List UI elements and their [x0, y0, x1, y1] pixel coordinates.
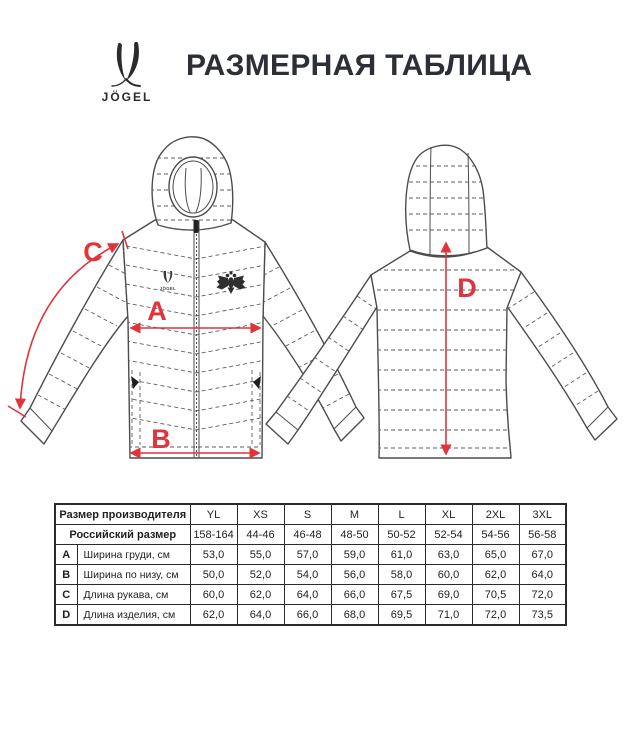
russian-size-cell: 50-52 [378, 525, 425, 545]
value-cell: 61,0 [378, 545, 425, 565]
value-cell: 62,0 [472, 565, 519, 585]
russian-size-cell: 44-46 [237, 525, 284, 545]
value-cell: 50,0 [190, 565, 237, 585]
value-cell: 62,0 [237, 585, 284, 605]
value-cell: 62,0 [190, 605, 237, 626]
size-cell: XS [237, 504, 284, 525]
size-cell: YL [190, 504, 237, 525]
manufacturer-size-label: Размер производителя [55, 504, 190, 525]
measure-label-b: B [151, 424, 171, 454]
brand-wordmark: JÖGEL [101, 90, 153, 104]
value-cell: 57,0 [284, 545, 331, 565]
back-jacket-illustration [266, 145, 617, 458]
measure-label-a: A [147, 296, 167, 326]
chest-brand-text: JÖGEL [159, 286, 177, 291]
measurement-row-a [55, 545, 566, 565]
value-cell: 60,0 [190, 585, 237, 605]
measure-letter: B [55, 565, 77, 585]
jacket-size-diagram [0, 130, 624, 475]
value-cell: 64,0 [284, 585, 331, 605]
value-cell: 59,0 [331, 545, 378, 565]
front-jacket-illustration [21, 137, 364, 458]
value-cell: 58,0 [378, 565, 425, 585]
size-cell: S [284, 504, 331, 525]
value-cell: 73,5 [519, 605, 566, 626]
russian-size-row [55, 525, 566, 545]
value-cell: 66,0 [284, 605, 331, 626]
value-cell: 72,0 [472, 605, 519, 626]
value-cell: 68,0 [331, 605, 378, 626]
value-cell: 66,0 [331, 585, 378, 605]
manufacturer-size-row [55, 504, 566, 525]
value-cell: 52,0 [237, 565, 284, 585]
measurement-row-d [55, 605, 566, 626]
value-cell: 67,0 [519, 545, 566, 565]
measure-label-c: C [83, 237, 103, 267]
size-cell: 3XL [519, 504, 566, 525]
measure-letter: C [55, 585, 77, 605]
value-cell: 69,5 [378, 605, 425, 626]
measure-name: Ширина по низу, см [77, 565, 190, 585]
russian-size-cell: 48-50 [331, 525, 378, 545]
value-cell: 71,0 [425, 605, 472, 626]
value-cell: 69,0 [425, 585, 472, 605]
brand-logo [94, 42, 160, 104]
russian-size-cell: 52-54 [425, 525, 472, 545]
russian-size-label: Российский размер [55, 525, 190, 545]
value-cell: 55,0 [237, 545, 284, 565]
page-header [0, 0, 624, 120]
value-cell: 70,5 [472, 585, 519, 605]
measure-name: Длина рукава, см [77, 585, 190, 605]
page-title: РАЗМЕРНАЯ ТАБЛИЦА [186, 49, 533, 82]
size-cell: M [331, 504, 378, 525]
value-cell: 56,0 [331, 565, 378, 585]
measurement-row-c [55, 585, 566, 605]
russian-size-cell: 54-56 [472, 525, 519, 545]
measurement-row-b [55, 565, 566, 585]
jogel-v-icon [109, 42, 145, 88]
size-cell: L [378, 504, 425, 525]
value-cell: 67,5 [378, 585, 425, 605]
measure-letter: A [55, 545, 77, 565]
russian-size-cell: 158-164 [190, 525, 237, 545]
value-cell: 53,0 [190, 545, 237, 565]
measure-label-d: D [457, 273, 477, 303]
value-cell: 63,0 [425, 545, 472, 565]
measure-name: Ширина груди, см [77, 545, 190, 565]
value-cell: 72,0 [519, 585, 566, 605]
russian-size-cell: 46-48 [284, 525, 331, 545]
value-cell: 54,0 [284, 565, 331, 585]
value-cell: 64,0 [237, 605, 284, 626]
size-cell: XL [425, 504, 472, 525]
size-table [54, 503, 567, 626]
value-cell: 65,0 [472, 545, 519, 565]
value-cell: 60,0 [425, 565, 472, 585]
measure-letter: D [55, 605, 77, 626]
size-cell: 2XL [472, 504, 519, 525]
value-cell: 64,0 [519, 565, 566, 585]
russian-size-cell: 56-58 [519, 525, 566, 545]
measure-name: Длина изделия, см [77, 605, 190, 626]
